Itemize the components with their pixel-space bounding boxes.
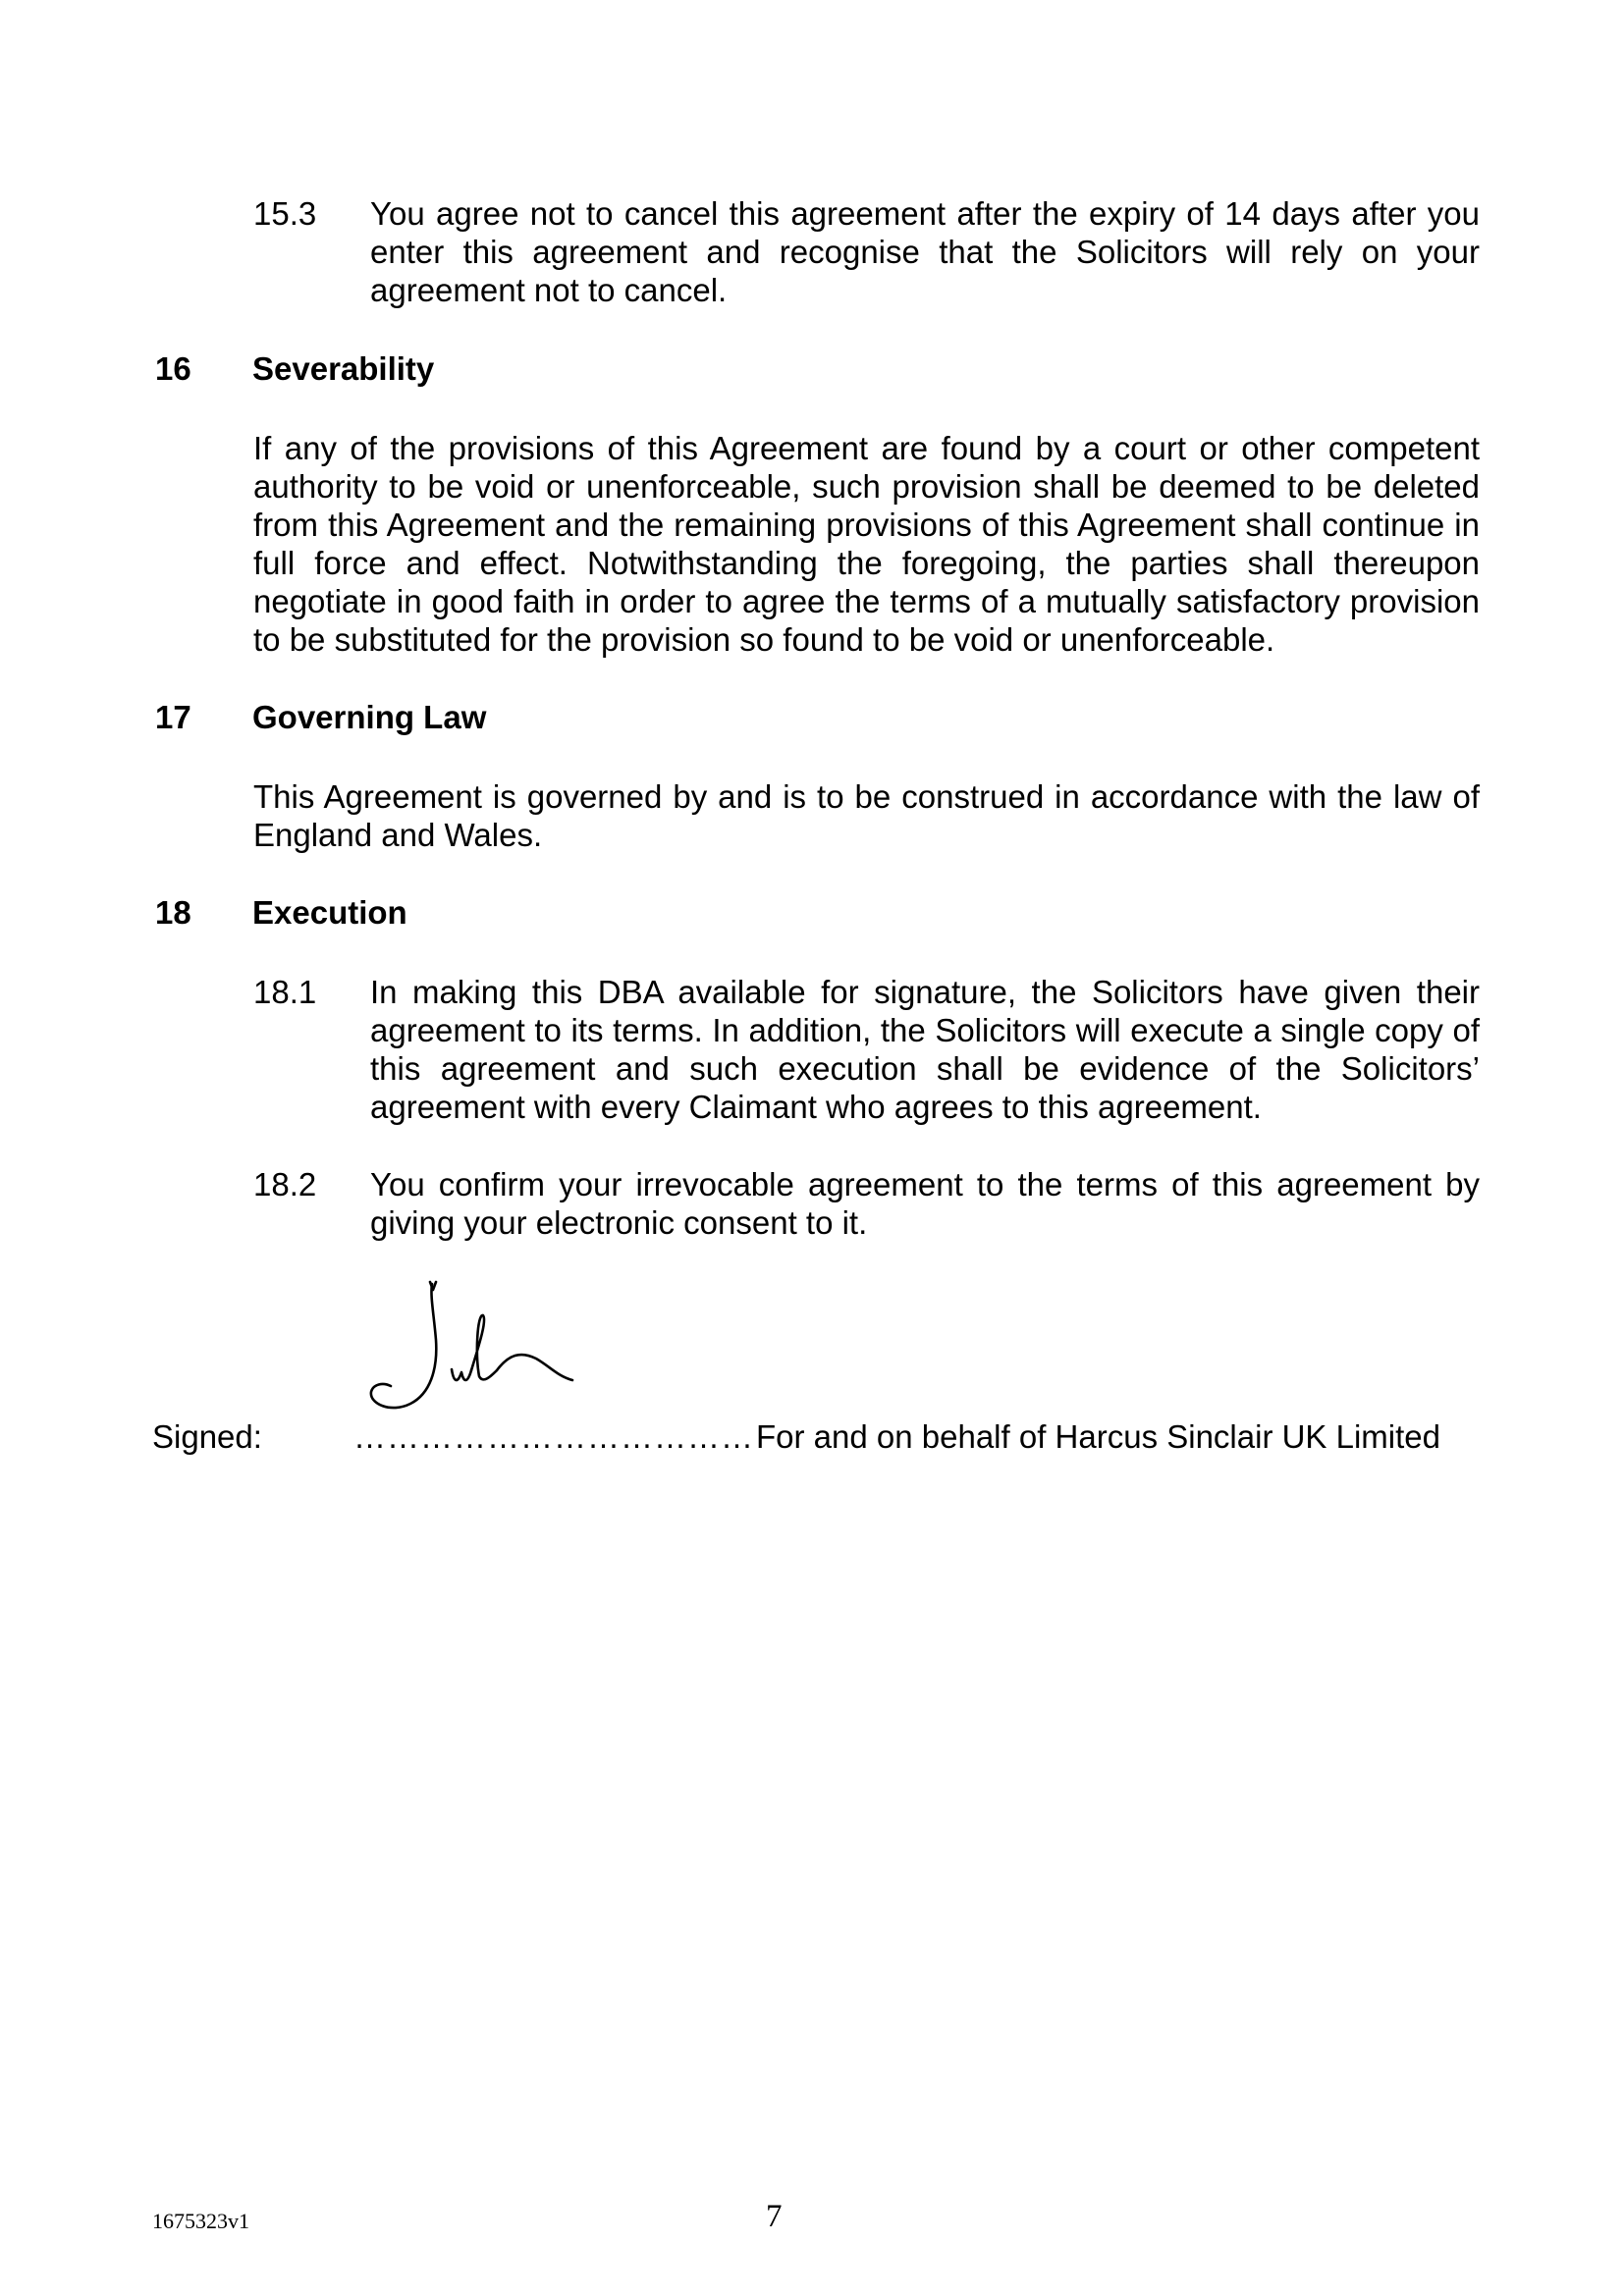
section-title: Execution bbox=[252, 894, 407, 931]
clause-text: You agree not to cancel this agreement after the expiry of 14 days after you enter this agreement and recognise that the Solicitors will rely on your agreement not to cancel. bbox=[370, 195, 1480, 308]
section-number: 16 bbox=[155, 350, 191, 387]
section-paragraph: If any of the provisions of this Agreement are found by a court or other competent authority to be void or unenforceable, such provision shall be deemed to be deleted from this Agreement and the remaining provisions of this Agreement shall continue in full force and effect. Notwithstanding the foregoing, the parties shall thereupon negotiate in good faith in order to agree the terms of a mutually satisfactory provision to be substituted for the provision so found to be void or unenforceable. bbox=[253, 430, 1480, 658]
clause-text: You confirm your irrevocable agreement to the terms of this agreement by giving your electronic consent to it. bbox=[370, 1166, 1480, 1241]
section-title: Governing Law bbox=[252, 699, 487, 735]
section-number: 17 bbox=[155, 699, 191, 735]
signed-label: Signed: bbox=[152, 1418, 262, 1455]
clause-number: 18.1 bbox=[253, 974, 317, 1010]
document-id: 1675323v1 bbox=[152, 2209, 249, 2233]
section-title: Severability bbox=[252, 350, 435, 387]
section-paragraph: This Agreement is governed by and is to be construed in accordance with the law of England and Wales. bbox=[253, 778, 1480, 853]
clause-text: In making this DBA available for signature, the Solicitors have given their agreement to its terms. In addition, the Solicitors will execute a single copy of this agreement and such execution shall be evidence of the Solicitors’ agreement with every Claimant who agrees to this agreement. bbox=[370, 974, 1480, 1125]
clause-number: 18.2 bbox=[253, 1166, 317, 1202]
page-number: 7 bbox=[766, 2199, 783, 2234]
signatory-statement: For and on behalf of Harcus Sinclair UK Limited bbox=[756, 1418, 1440, 1455]
clause-number: 15.3 bbox=[253, 195, 317, 232]
section-number: 18 bbox=[155, 894, 191, 931]
signature-image bbox=[361, 1276, 646, 1423]
signature-line: ……………………………… bbox=[353, 1418, 754, 1455]
